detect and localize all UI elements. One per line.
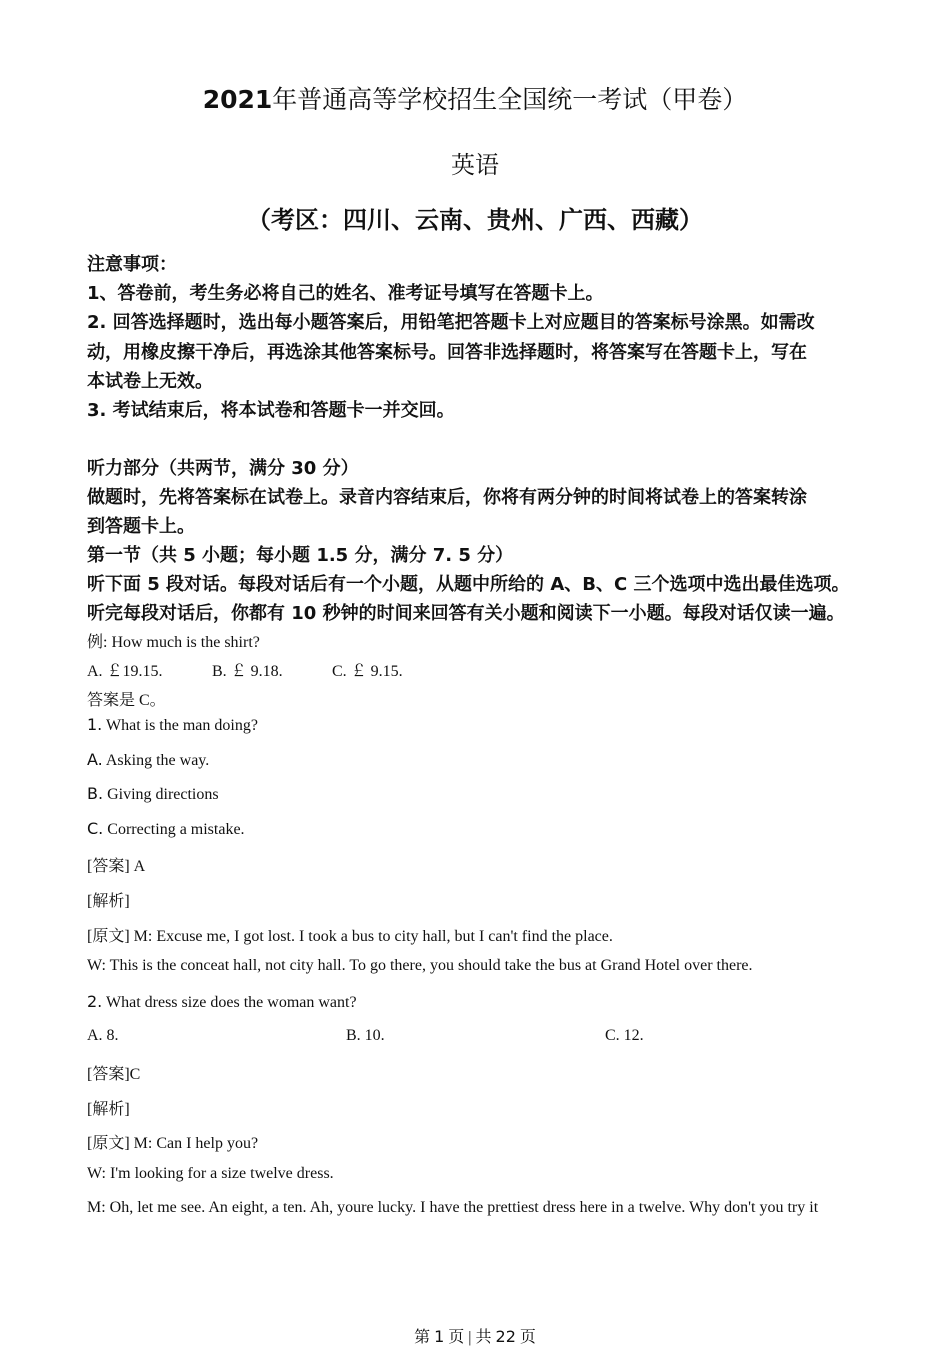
question-2-option-b: B. 10. [346, 1027, 385, 1044]
question-1-analysis: [解析] [87, 893, 130, 910]
example-answer: 答案是 C。 [87, 692, 166, 709]
question-2-script-man-1: [原文] M: Can I help you? [87, 1135, 259, 1152]
listening-heading: 听力部分（共两节，满分 30 分） [87, 458, 359, 479]
question-1-script-man: [原文] M: Excuse me, I got lost. I took a bus to city hall, but I can't find the place. [87, 928, 613, 945]
option-text: Correcting a mistake. [107, 821, 245, 838]
notes-item-2-line-1: 2. 回答选择题时，选出每小题答案后，用铅笔把答题卡上对应题目的答案标号涂黑。如需改 [87, 312, 815, 333]
example-option-c: C. ￡ 9.15. [332, 663, 403, 680]
exam-title [0, 80, 950, 116]
footer-page-number: 1 [434, 1327, 445, 1346]
question-2 [87, 992, 357, 1012]
listening-intro-line-1: 做题时，先将答案标在试卷上。录音内容结束后，你将有两分钟的时间将试卷上的答案转涂 [87, 487, 807, 508]
footer-page-label: 页 | [448, 1329, 472, 1346]
option-letter: C. [87, 819, 104, 838]
option-letter: B. [87, 784, 104, 803]
option-letter: A. [87, 750, 103, 769]
question-2-text: What dress size does the woman want? [105, 994, 357, 1011]
exam-title-text: 年普通高等学校招生全国统一考试（甲卷） [272, 85, 748, 114]
option-text: Asking the way. [105, 752, 210, 769]
exam-subject: 英语 [451, 151, 499, 179]
listening-intro-line-2: 到答题卡上。 [87, 516, 195, 537]
question-1-number: 1. [87, 715, 103, 734]
question-1-answer: [答案] A [87, 858, 146, 875]
question-2-script-man-2: M: Oh, let me see. An eight, a ten. Ah, youre lucky. I have the prettiest dress here in a twelve. Why don't you try it [87, 1199, 819, 1216]
question-1-text: What is the man doing? [105, 717, 258, 734]
footer-total-pages: 22 [495, 1327, 516, 1346]
question-2-script-woman-1: W: I'm looking for a size twelve dress. [87, 1165, 334, 1182]
notes-heading: 注意事项： [87, 254, 177, 275]
question-1-script-woman: W: This is the conceat hall, not city hall. To go there, you should take the bus at Grand Hotel over there. [87, 957, 753, 974]
exam-region: （考区：四川、云南、贵州、广西、西藏） [247, 206, 703, 234]
question-1-option-c [87, 819, 245, 839]
section-1-instructions-line-2: 听完每段对话后，你都有 10 秒钟的时间来回答有关小题和阅读下一小题。每段对话仅读一遍。 [87, 603, 845, 624]
question-2-analysis: [解析] [87, 1101, 130, 1118]
question-2-number: 2. [87, 992, 103, 1011]
example-option-a: A. ￡19.15. [87, 663, 163, 680]
footer-total-label: 页 [519, 1329, 536, 1346]
question-1-option-b [87, 784, 219, 804]
example-question: 例: How much is the shirt? [87, 634, 260, 651]
notes-item-2-line-3: 本试卷上无效。 [87, 371, 213, 392]
notes-item-2-line-2: 动，用橡皮擦干净后，再选涂其他答案标号。回答非选择题时，将答案写在答题卡上，写在 [87, 342, 807, 363]
question-2-option-c: C. 12. [605, 1027, 644, 1044]
question-2-option-a: A. 8. [87, 1027, 119, 1044]
footer-prefix: 第 [414, 1329, 431, 1346]
notes-item-1: 1、答卷前，考生务必将自己的姓名、准考证号填写在答题卡上。 [87, 283, 604, 304]
footer-total-prefix: 共 [475, 1329, 492, 1346]
exam-year: 2021 [202, 85, 273, 114]
section-1-heading: 第一节（共 5 小题；每小题 1.5 分，满分 7. 5 分） [87, 545, 514, 566]
question-1 [87, 715, 258, 735]
option-text: Giving directions [107, 786, 219, 803]
question-1-option-a [87, 750, 209, 770]
question-2-answer: [答案]C [87, 1066, 141, 1083]
notes-item-3: 3. 考试结束后，将本试卷和答题卡一并交回。 [87, 400, 455, 421]
example-option-b: B. ￡ 9.18. [212, 663, 283, 680]
section-1-instructions-line-1: 听下面 5 段对话。每段对话后有一个小题，从题中所给的 A、B、C 三个选项中选出最佳选项。 [87, 574, 850, 595]
